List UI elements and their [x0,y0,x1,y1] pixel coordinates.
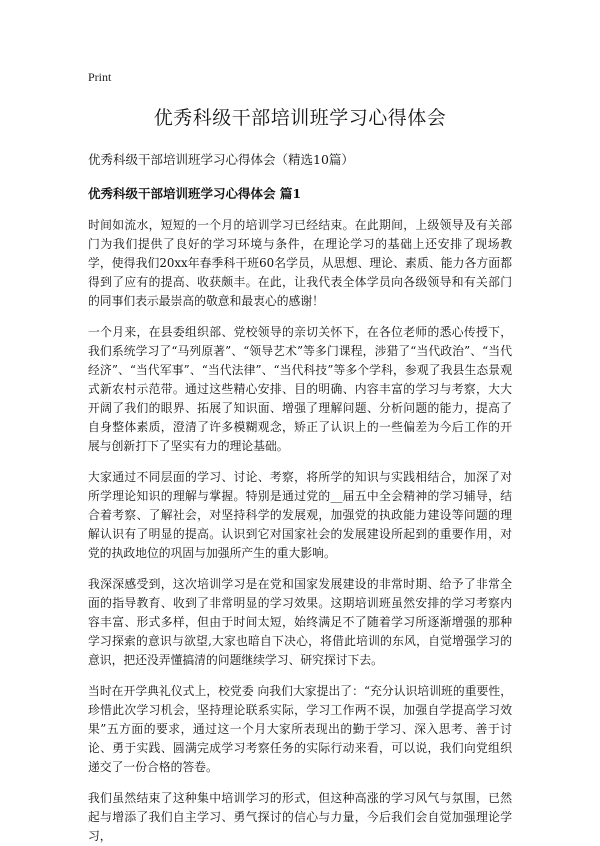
paragraph: 我深深感受到，这次培训学习是在党和国家发展建设的非常时期、给予了非常全面的指导教育、收到了非常明显的学习效果。这期培训班虽然安排的学习考察内容丰富、形式多样，但由于时间太短，始终满足不了随着学习所逐渐增强的那种学习探索的意识与欲望,大家也暗自下决心，将借此培训的东风，自觉增强学习的意识，把还没弄懂搞清的问题继续学习、研究探讨下去。 [88,577,512,667]
paragraph: 当时在开学典礼仪式上，校党委 向我们大家提出了：“充分认识培训班的重要性，珍惜此次学习机会，坚持理论联系实际，学习工作两不误，加强自学提高学习效果”五方面的要求，通过这一个月大家所表现出的勤于学习、深入思考、善于讨论、勇于实践、圆满完成学习考察任务的实际行动来看，可以说，我们向党组织递交了一份合格的答卷。 [88,684,512,774]
paragraph: 一个月来，在县委组织部、党校领导的亲切关怀下，在各位老师的悉心传授下，我们系统学习了“马列原著”、“领导艺术”等多门课程，涉猎了“当代政治”、“当代经济”、“当代军事”、“当代法律”、“当代科技”等多个学科，参观了我县生态景观式新农村示范带。通过这些精心安排、目的明确、内容丰富的学习与考察，大大开阔了我们的眼界、拓展了知识面、增强了理解问题、分析问题的能力，提高了自身整体素质，澄清了许多模糊观念，矫正了认识上的一些偏差为今后工作的开展与创新打下了坚实有力的理论基础。 [88,325,512,453]
paragraph: 我们虽然结束了这种集中培训学习的形式，但这种高涨的学习风气与氛围，已然起与增添了我们自主学习、勇气探讨的信心与力量，今后我们会自觉加强理论学习， [88,791,512,843]
page-title: 优秀科级干部培训班学习心得体会 [153,107,447,129]
paragraph: 大家通过不同层面的学习、讨论、考察，将所学的知识与实践相结合，加深了对所学理论知识的理解与掌握。特别是通过党的__届五中全会精神的学习辅导，结合着考察、了解社会，对坚持科学的发展观，加强党的执政能力建设等问题的理解认识有了明显的提高。认识到它对国家社会的发展建设所起到的重要作用，对党的执政地位的巩固与加强所产生的重大影响。 [88,470,512,560]
print-link[interactable]: Print [88,70,112,84]
paragraph: 时间如流水，短短的一个月的培训学习已经结束。在此期间，上级领导及有关部门为我们提供了良好的学习环境与条件，在理论学习的基础上还安排了现场教学，使得我们20xx年春季科干班60名学员，从思想、理论、素质、能力各方面都得到了应有的提高、收获颇丰。在此，让我代表全体学员向各级领导和有关部门的同事们表示最崇高的敬意和最衷心的感谢！ [88,218,512,308]
section-heading: 优秀科级干部培训班学习心得体会 篇1 [88,186,302,201]
document-subtitle: 优秀科级干部培训班学习心得体会（精选10篇） [88,152,354,167]
